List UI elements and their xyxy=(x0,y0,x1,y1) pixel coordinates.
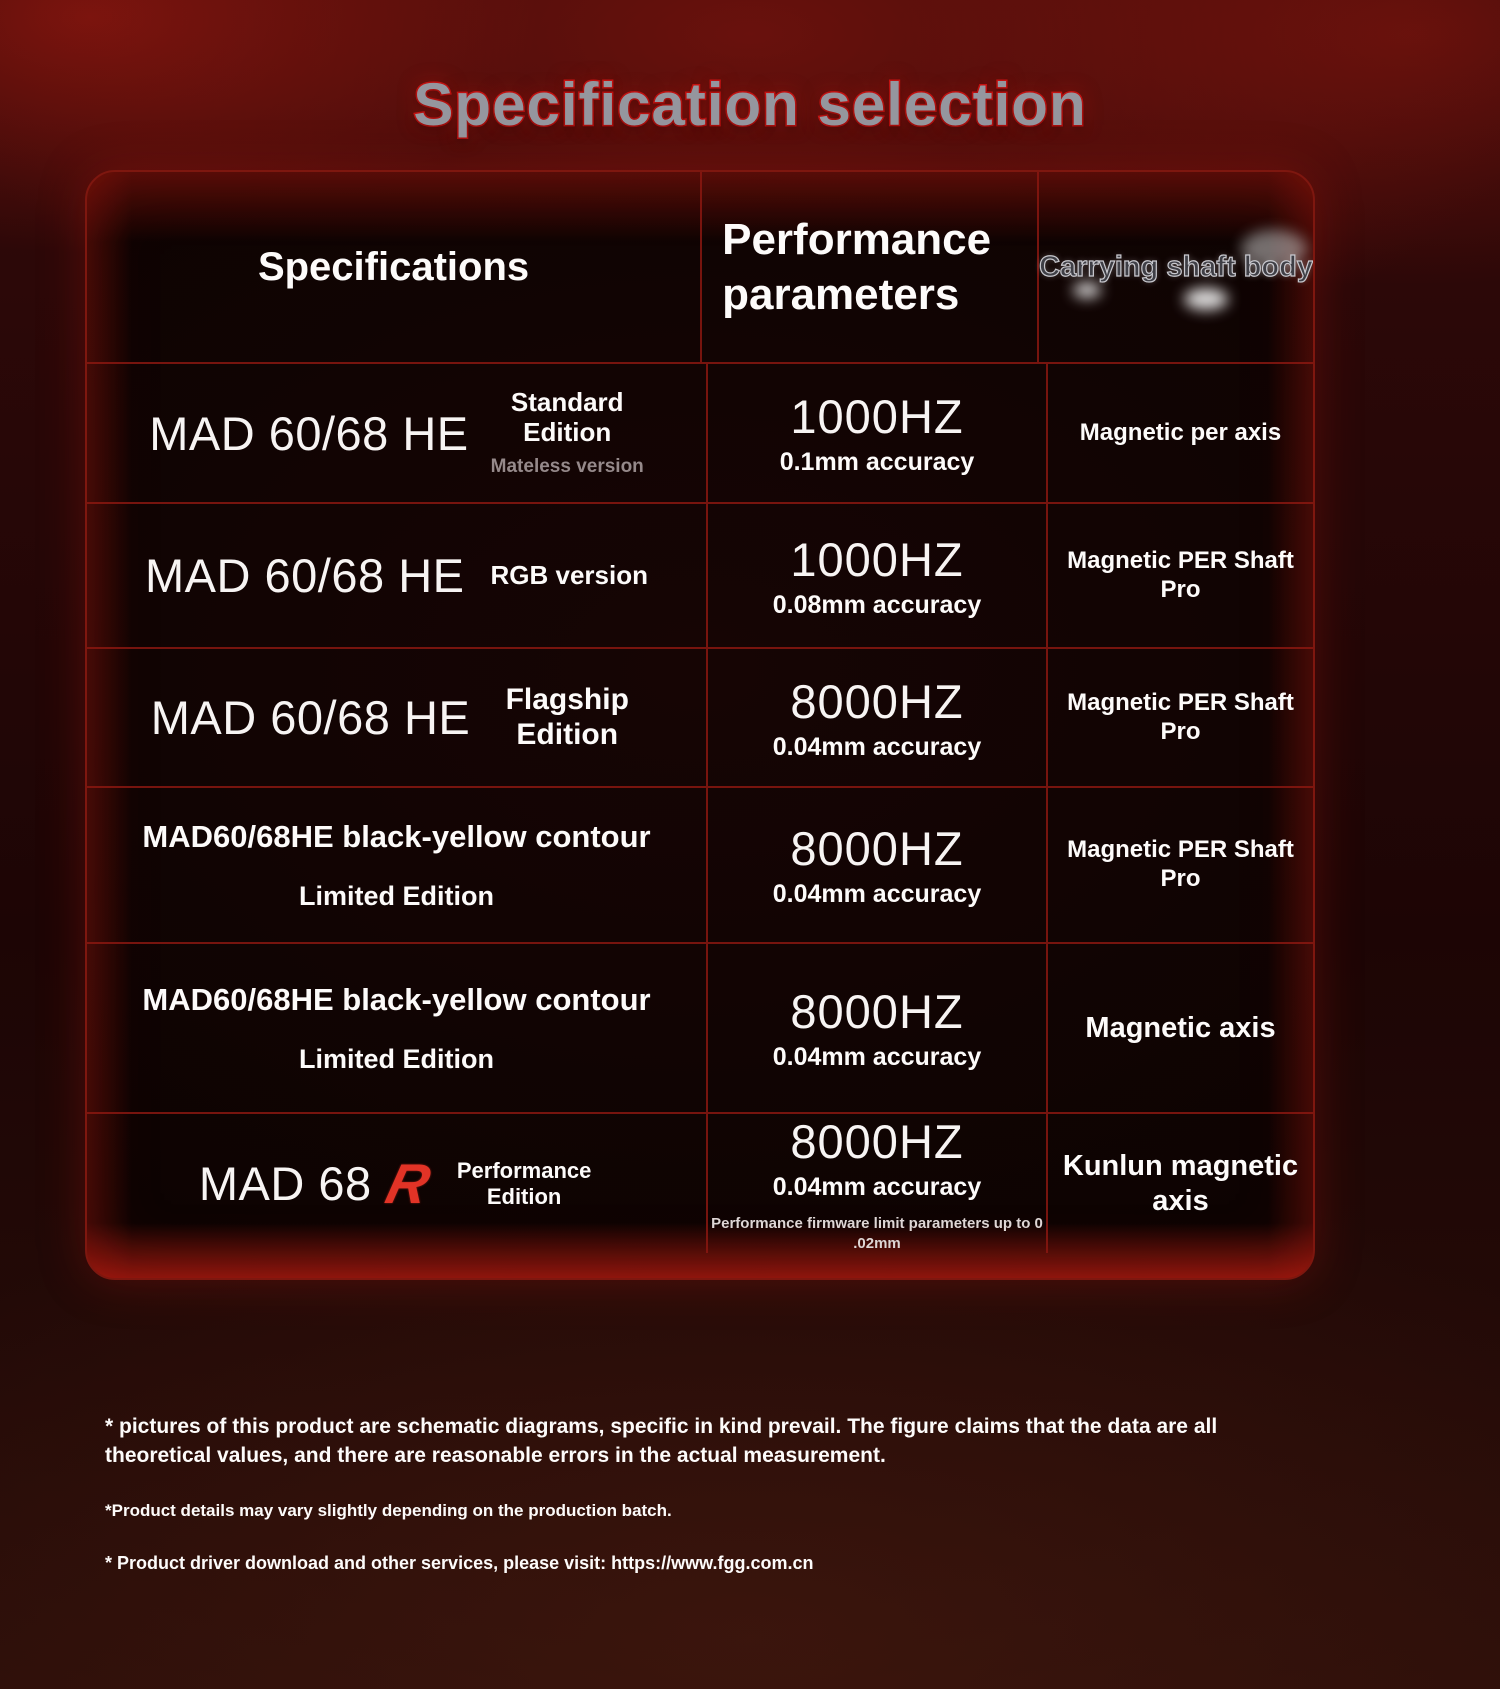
polling-rate: 1000HZ xyxy=(790,532,964,586)
model-name: MAD 68 xyxy=(198,1157,372,1210)
shine-blob xyxy=(1073,282,1101,298)
polling-rate: 8000HZ xyxy=(790,985,964,1038)
footnote-production-batch: *Product details may vary slightly depending on the production batch. xyxy=(105,1500,672,1520)
header-shaft xyxy=(1039,172,1313,362)
model-name: MAD60/68HE black-yellow contour xyxy=(142,818,651,854)
accuracy: 0.08mm accuracy xyxy=(772,590,982,619)
model-name: MAD 60/68 HE xyxy=(149,406,469,460)
footnote-driver-download: * Product driver download and other services, please visit: https://www.fgg.com.cn xyxy=(105,1552,814,1573)
shaft-cell xyxy=(1048,788,1313,942)
model-name: MAD60/68HE black-yellow contour xyxy=(142,981,651,1017)
shine-blob xyxy=(1184,288,1228,310)
shaft-label: Magnetic PER Shaft Pro xyxy=(1067,546,1294,603)
edition-label: Standard Edition xyxy=(510,387,624,447)
polling-rate: 8000HZ xyxy=(790,674,964,728)
header-performance-label: Performance parameters xyxy=(722,215,992,319)
performance-cell xyxy=(708,944,1048,1112)
table-header-row xyxy=(87,172,1313,362)
shaft-label: Magnetic PER Shaft Pro xyxy=(1067,836,1294,892)
performance-cell xyxy=(708,649,1048,786)
spec-cell xyxy=(87,364,708,502)
model-name: MAD 60/68 HE xyxy=(150,691,471,744)
performance-cell xyxy=(708,788,1048,942)
spec-cell xyxy=(87,944,708,1112)
shaft-cell xyxy=(1048,649,1313,786)
shaft-cell xyxy=(1048,1114,1313,1253)
spec-cell xyxy=(87,1114,708,1253)
accuracy-note-line2: .02mm xyxy=(853,1234,901,1252)
polling-rate: 8000HZ xyxy=(790,1115,964,1168)
shaft-label: Magnetic axis xyxy=(1085,1011,1276,1044)
header-specifications-label: Specifications xyxy=(257,244,530,289)
r-performance-logo: R xyxy=(379,1151,437,1215)
accuracy: 0.1mm accuracy xyxy=(779,448,975,476)
spec-cell xyxy=(87,788,708,942)
table-row xyxy=(87,942,1313,1112)
shaft-label: Kunlun magnetic axis xyxy=(1062,1149,1299,1217)
shaft-cell xyxy=(1048,504,1313,647)
performance-cell xyxy=(708,504,1048,647)
accuracy: 0.04mm accuracy xyxy=(772,1043,982,1071)
shaft-cell xyxy=(1048,364,1313,502)
header-shaft-label: Carrying shaft body xyxy=(1039,250,1313,283)
accuracy: 0.04mm accuracy xyxy=(772,732,982,761)
edition-label: Flagship Edition xyxy=(505,683,629,751)
spec-cell xyxy=(87,649,708,786)
table-row xyxy=(87,647,1313,786)
model-name: MAD 60/68 HE xyxy=(145,549,465,602)
table-row xyxy=(87,1112,1313,1253)
accuracy-note xyxy=(711,1214,1043,1253)
spec-cell xyxy=(87,504,708,647)
edition-note: Mateless version xyxy=(490,455,644,477)
edition-label: Limited Edition xyxy=(299,880,494,911)
page-title: Specification selection xyxy=(413,71,1087,139)
header-specifications xyxy=(87,172,702,362)
table-row xyxy=(87,502,1313,647)
spec-table xyxy=(85,170,1315,1280)
edition-label: Performance Edition xyxy=(456,1158,592,1209)
footnotes xyxy=(105,1412,1265,1574)
polling-rate: 8000HZ xyxy=(790,822,964,875)
edition-label: Limited Edition xyxy=(299,1043,494,1074)
footnote-theoretical-values: * pictures of this product are schematic diagrams, specific in kind prevail. The figure claims that the data are all theoretical values, and there are reasonable errors in the actual measurement. xyxy=(105,1415,1218,1468)
shaft-cell xyxy=(1048,944,1313,1112)
accuracy: 0.04mm accuracy xyxy=(772,1173,982,1201)
shaft-label: Magnetic per axis xyxy=(1079,418,1282,446)
polling-rate: 1000HZ xyxy=(790,390,964,443)
shaft-label: Magnetic PER Shaft Pro xyxy=(1067,688,1294,745)
accuracy: 0.04mm accuracy xyxy=(772,880,982,908)
table-row xyxy=(87,362,1313,502)
performance-cell xyxy=(708,1114,1048,1253)
edition-label: RGB version xyxy=(490,560,648,590)
performance-cell xyxy=(708,364,1048,502)
accuracy-note-line1: Performance firmware limit parameters up to 0 xyxy=(711,1215,1043,1232)
table-row xyxy=(87,786,1313,942)
header-performance xyxy=(702,172,1039,362)
